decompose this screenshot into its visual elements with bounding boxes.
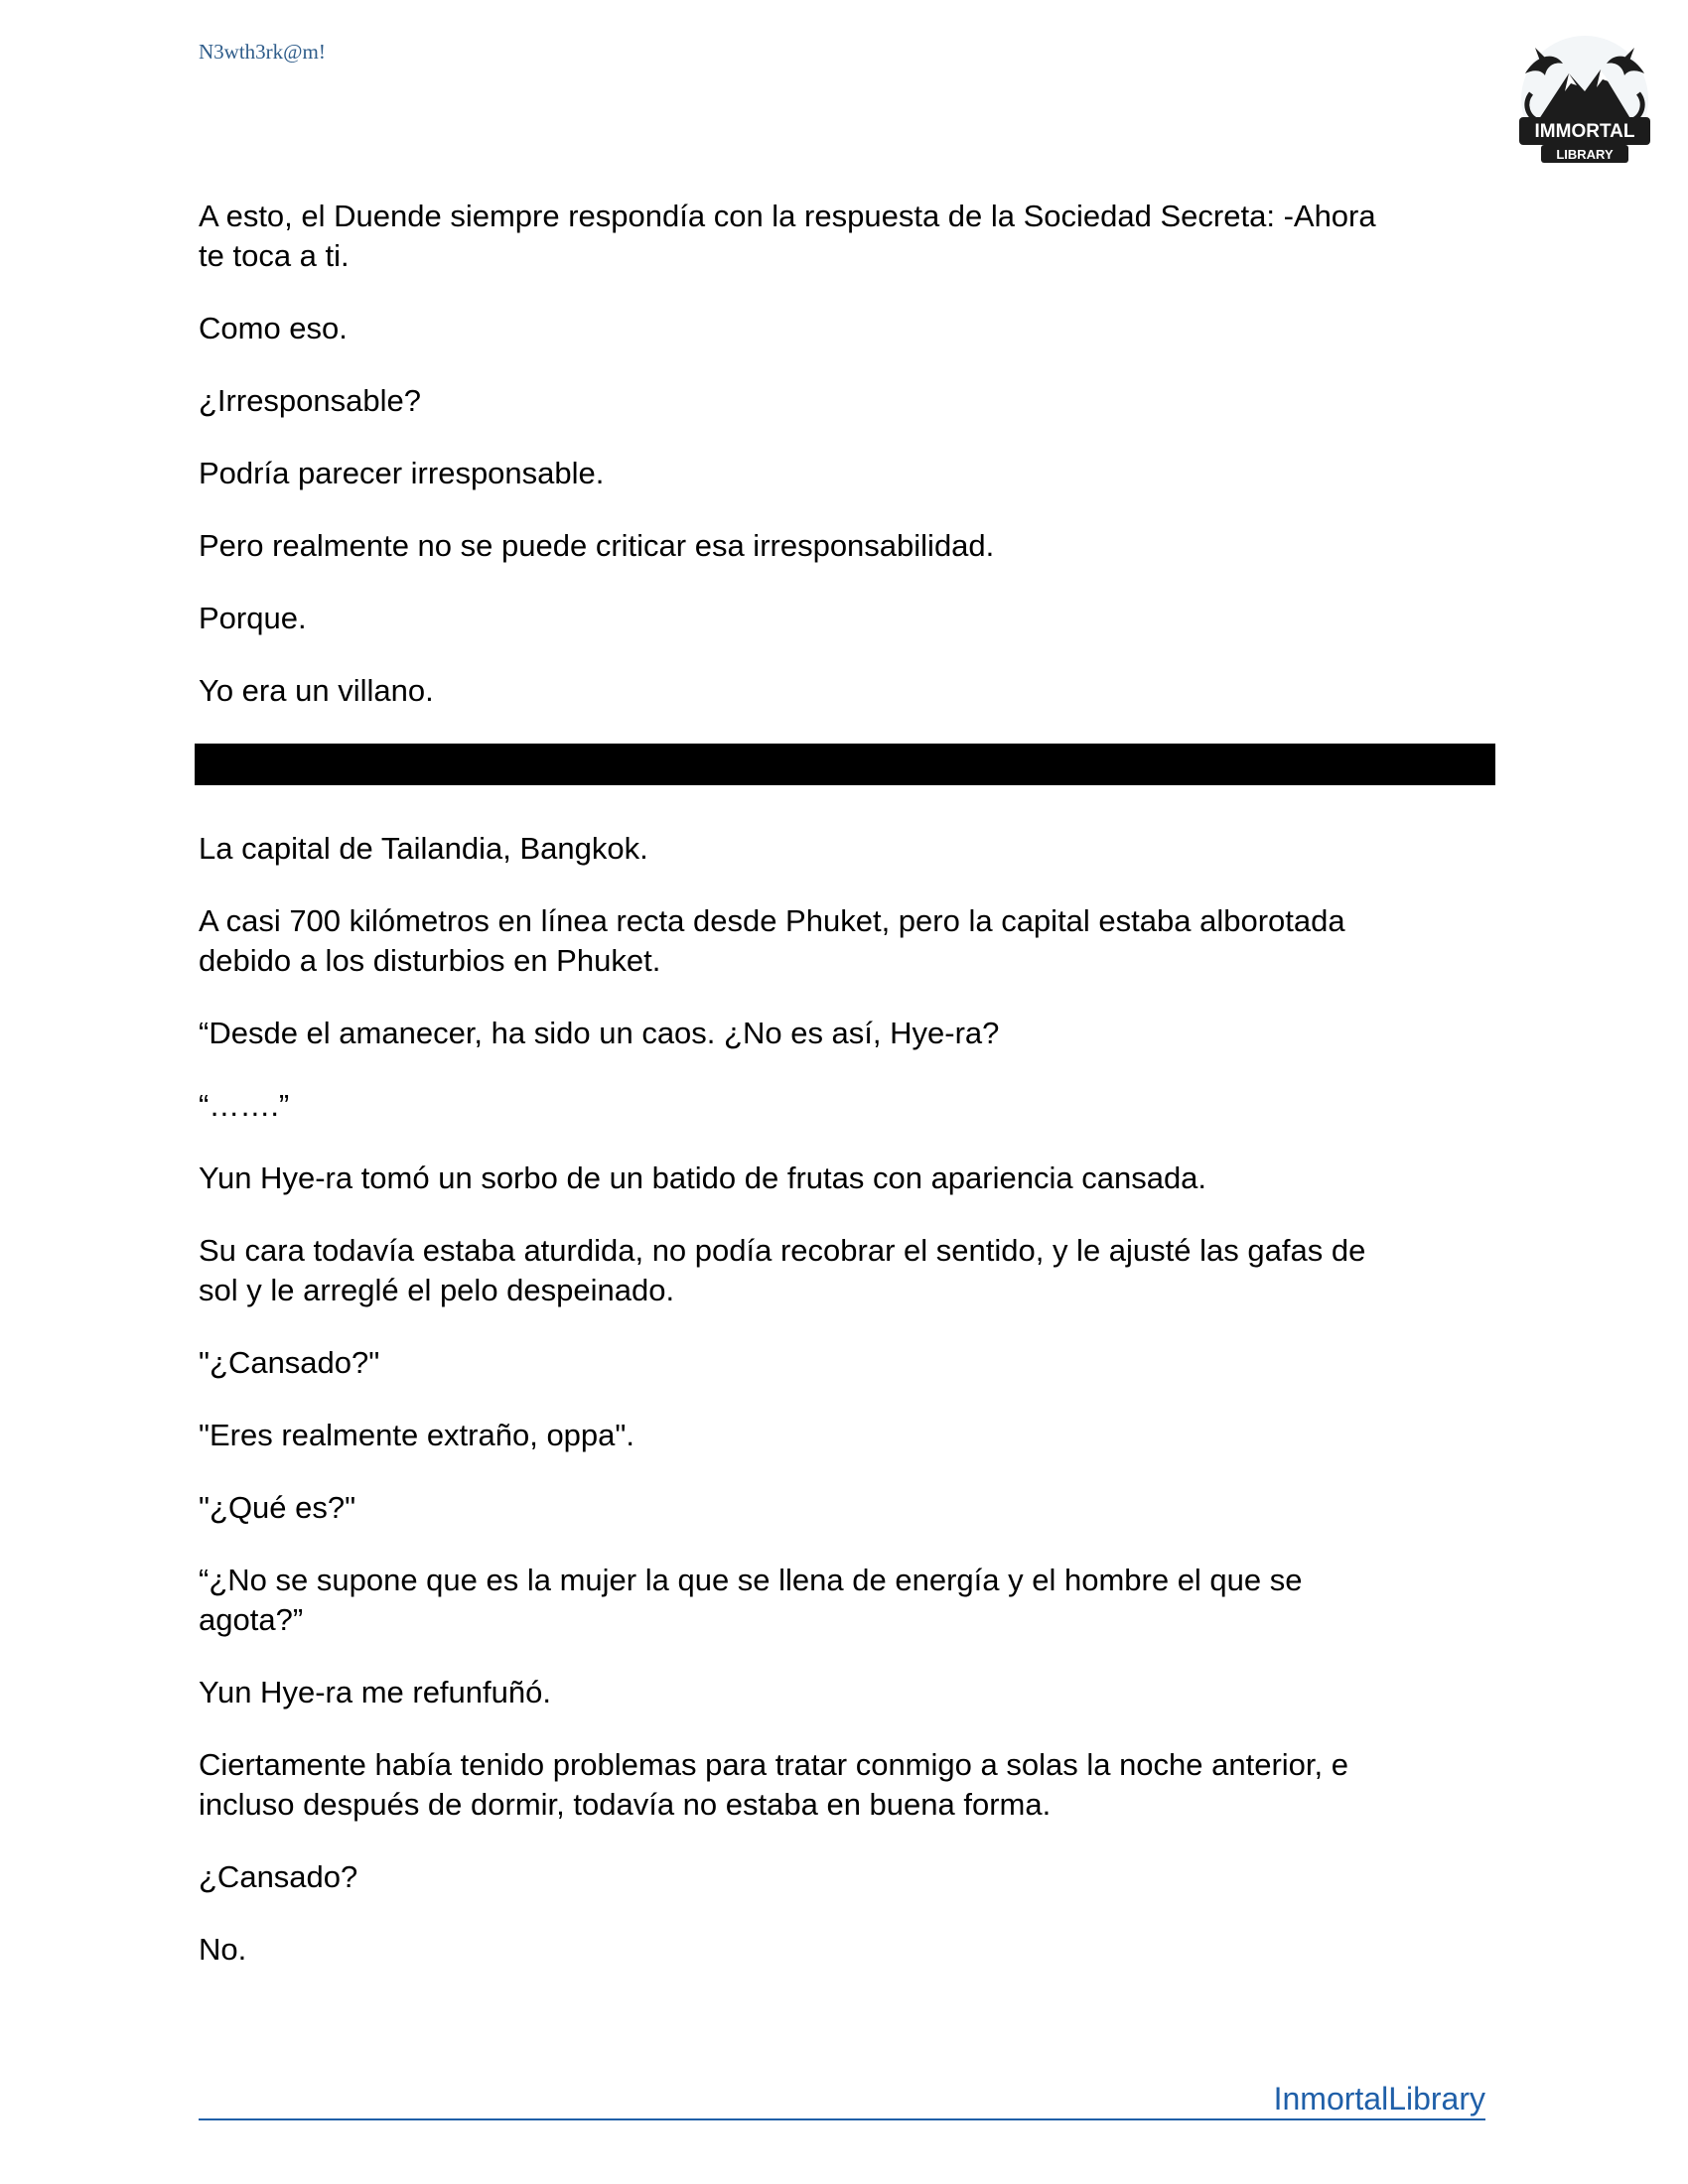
paragraph: Yun Hye-ra me refunfuñó. bbox=[199, 1675, 551, 1709]
paragraph: A casi 700 kilómetros en línea recta desde Phuket, pero la capital estaba alborotada debido a los disturbios en Phuket. bbox=[199, 903, 1345, 978]
paragraph: "¿Qué es?" bbox=[199, 1490, 356, 1525]
paragraph: A esto, el Duende siempre respondía con la respuesta de la Sociedad Secreta: -Ahora te toca a ti. bbox=[199, 199, 1376, 273]
paragraph: ¿Cansado? bbox=[199, 1859, 358, 1894]
paragraph: "¿Cansado?" bbox=[199, 1345, 380, 1380]
paragraph: Como eso. bbox=[199, 311, 348, 345]
paragraph: “Desde el amanecer, ha sido un caos. ¿No es así, Hye-ra? bbox=[199, 1016, 1000, 1050]
paragraph: Ciertamente había tenido problemas para tratar conmigo a solas la noche anterior, e incluso después de dormir, todavía no estaba en buena forma. bbox=[199, 1747, 1349, 1822]
header-watermark-tag: N3wth3rk@m! bbox=[199, 40, 326, 64]
paragraph: "Eres realmente extraño, oppa". bbox=[199, 1418, 635, 1452]
paragraph: La capital de Tailandia, Bangkok. bbox=[199, 831, 648, 866]
paragraph: Yun Hye-ra tomó un sorbo de un batido de frutas con apariencia cansada. bbox=[199, 1160, 1207, 1195]
footer-inmortal-library-link[interactable]: InmortalLibrary bbox=[199, 2081, 1485, 2120]
paragraph: Su cara todavía estaba aturdida, no podía recobrar el sentido, y le ajusté las gafas de sol y le arreglé el pelo despeinado. bbox=[199, 1233, 1366, 1307]
section-two bbox=[199, 829, 1489, 1970]
paragraph: “…….” bbox=[199, 1088, 290, 1123]
paragraph: Podría parecer irresponsable. bbox=[199, 456, 605, 490]
logo-line2: LIBRARY bbox=[1556, 147, 1614, 162]
paragraph: No. bbox=[199, 1932, 247, 1967]
paragraph: ¿Irresponsable? bbox=[199, 383, 422, 418]
paragraph: Pero realmente no se puede criticar esa irresponsabilidad. bbox=[199, 528, 995, 563]
immortal-library-logo bbox=[1511, 34, 1658, 169]
paragraph: Porque. bbox=[199, 601, 307, 635]
document-body bbox=[199, 197, 1489, 2002]
paragraph: Yo era un villano. bbox=[199, 673, 434, 708]
section-divider-bar bbox=[195, 744, 1495, 785]
paragraph: “¿No se supone que es la mujer la que se llena de energía y el hombre el que se agota?” bbox=[199, 1563, 1303, 1637]
section-one bbox=[199, 197, 1489, 711]
logo-line1: IMMORTAL bbox=[1534, 121, 1635, 142]
